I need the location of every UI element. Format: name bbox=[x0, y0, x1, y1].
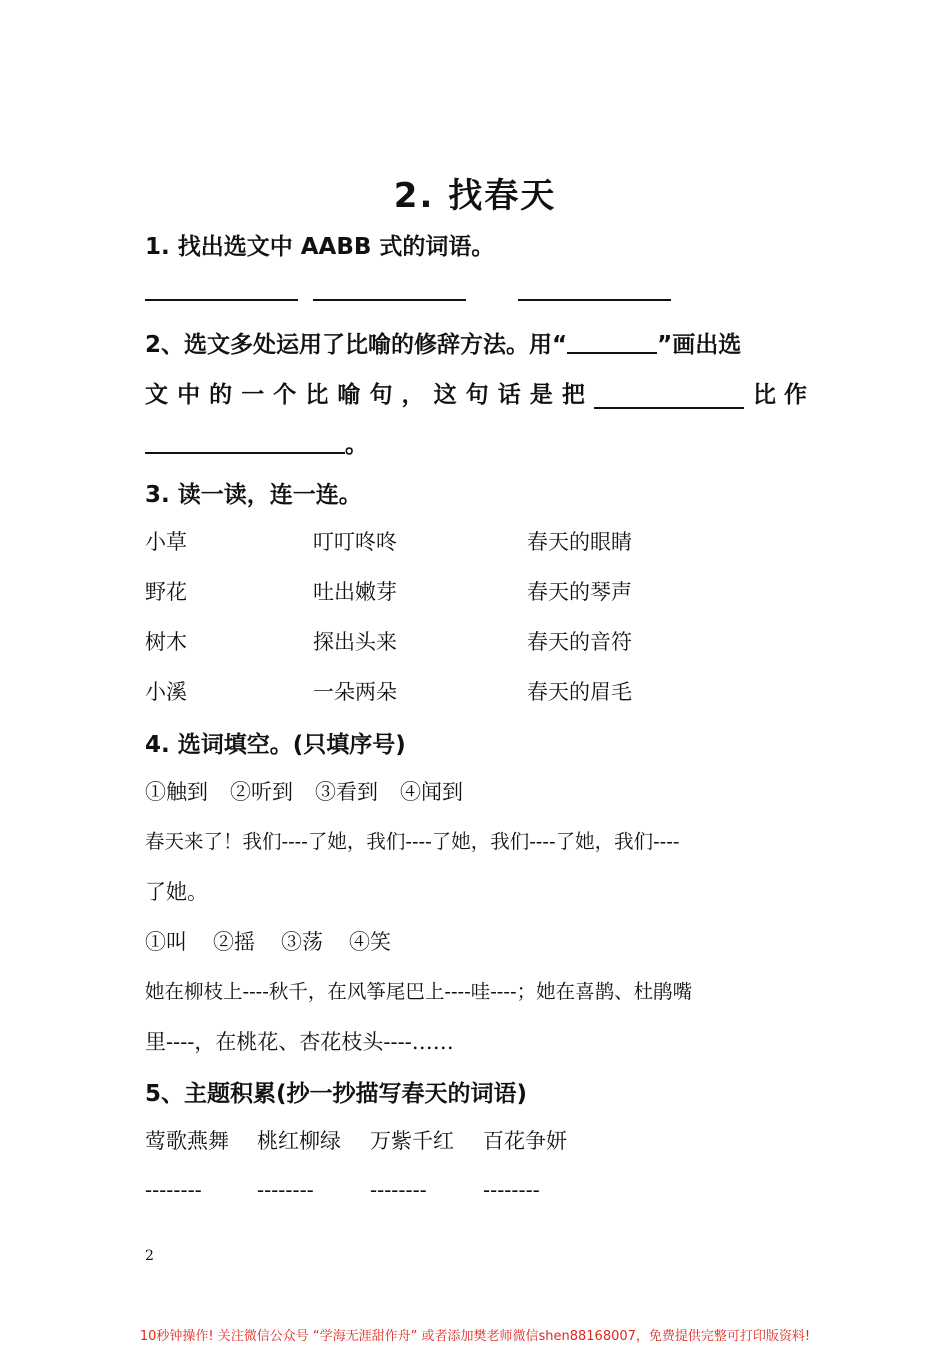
match-mid-1[interactable]: 叮叮咚咚 bbox=[313, 530, 397, 554]
answer-blank-1a[interactable] bbox=[145, 299, 298, 301]
option: ②摇 bbox=[213, 930, 255, 954]
copy-blank-3[interactable]: -------- bbox=[370, 1178, 427, 1202]
match-left-2[interactable]: 野花 bbox=[145, 580, 187, 604]
option: ①触到 bbox=[145, 780, 208, 804]
match-mid-4[interactable]: 一朵两朵 bbox=[313, 680, 397, 704]
answer-blank-2-subject[interactable] bbox=[594, 376, 744, 409]
options-row-2 bbox=[145, 926, 391, 956]
option: ④笑 bbox=[349, 930, 391, 954]
match-left-1[interactable]: 小草 bbox=[145, 530, 187, 554]
answer-blank-1c[interactable] bbox=[518, 299, 671, 301]
copy-blank-1[interactable]: -------- bbox=[145, 1178, 202, 1202]
options-row-1 bbox=[145, 776, 463, 806]
question-1: 1. 找出选文中 AABB 式的词语。 bbox=[145, 234, 495, 260]
fill-sentence-2-line2[interactable]: 里----，在桃花、杏花枝头----…… bbox=[145, 1030, 454, 1054]
spring-word-4: 百花争妍 bbox=[483, 1129, 567, 1153]
copy-blank-2[interactable]: -------- bbox=[257, 1178, 314, 1202]
question-5-heading: 5、主题积累(抄一抄描写春天的词语) bbox=[145, 1081, 528, 1107]
option: ①叫 bbox=[145, 930, 187, 954]
match-right-3[interactable]: 春天的音符 bbox=[527, 630, 632, 654]
match-right-1[interactable]: 春天的眼睛 bbox=[527, 530, 632, 554]
match-right-2[interactable]: 春天的琴声 bbox=[527, 580, 632, 604]
question-3-heading: 3. 读一读，连一连。 bbox=[145, 482, 362, 508]
page-number: 2 bbox=[145, 1248, 154, 1264]
fill-sentence-2-line1[interactable]: 她在柳枝上----秋千，在风筝尾巴上----哇----；她在喜鹊、杜鹃嘴 bbox=[145, 980, 693, 1003]
question-2-line1: 2、选文多处运用了比喻的修辞方法。用“ ”画出选 bbox=[145, 332, 742, 358]
fill-sentence-1-line2: 了她。 bbox=[145, 880, 208, 904]
match-mid-2[interactable]: 吐出嫩芽 bbox=[313, 580, 397, 604]
answer-blank-2-mark[interactable] bbox=[567, 352, 657, 354]
answer-blank-2-object[interactable] bbox=[145, 452, 345, 454]
question-4-heading: 4. 选词填空。(只填序号) bbox=[145, 732, 406, 758]
spring-word-2: 桃红柳绿 bbox=[257, 1129, 341, 1153]
option: ④闻到 bbox=[400, 780, 463, 804]
copy-blank-4[interactable]: -------- bbox=[483, 1178, 540, 1202]
fill-sentence-1-line1[interactable]: 春天来了！我们----了她，我们----了她，我们----了她，我们---- bbox=[145, 830, 680, 853]
question-2-line3: 。 bbox=[145, 426, 368, 459]
match-mid-3[interactable]: 探出头来 bbox=[313, 630, 397, 654]
match-left-4[interactable]: 小溪 bbox=[145, 680, 187, 704]
spring-word-3: 万紫千红 bbox=[370, 1129, 454, 1153]
match-left-3[interactable]: 树木 bbox=[145, 630, 187, 654]
promo-footer: 10秒钟操作! 关注微信公众号 “学海无涯甜作舟” 或者添加樊老师微信shen88168007，免费提供完整可打印版资料! bbox=[139, 1329, 811, 1344]
option: ③看到 bbox=[315, 780, 378, 804]
match-right-4[interactable]: 春天的眉毛 bbox=[527, 680, 632, 704]
page-title: 2. 找春天 bbox=[393, 176, 557, 216]
option: ③荡 bbox=[281, 930, 323, 954]
answer-blank-1b[interactable] bbox=[313, 299, 466, 301]
question-2-line2: 文 中 的 一 个 比 喻 句 ， 这 句 话 是 把 比 作 bbox=[145, 376, 807, 409]
option: ②听到 bbox=[230, 780, 293, 804]
spring-word-1: 莺歌燕舞 bbox=[145, 1129, 229, 1153]
